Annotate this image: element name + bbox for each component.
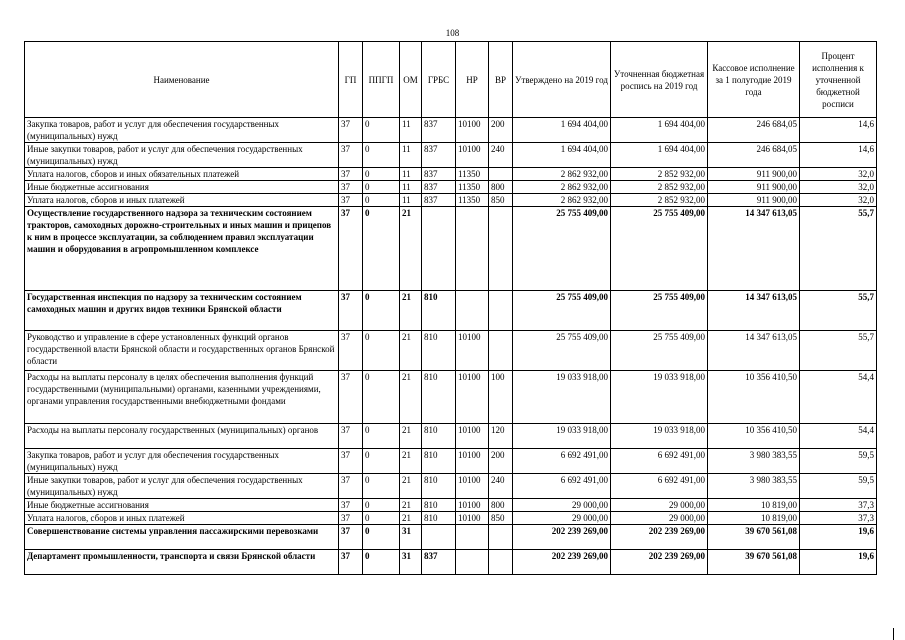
cell-name: Расходы на выплаты персоналу государственных (муниципальных) органов — [25, 424, 339, 449]
cell-approved: 2 862 932,00 — [513, 181, 611, 194]
cell-om: 21 — [400, 207, 422, 291]
table-row — [25, 168, 877, 181]
cell-gp: 37 — [339, 449, 363, 474]
cell-approved: 2 862 932,00 — [513, 168, 611, 181]
cell-np: 10100 — [456, 143, 489, 168]
cell-ppgp: 0 — [363, 331, 400, 371]
cell-grbs: 837 — [422, 194, 456, 207]
cell-name: Департамент промышленности, транспорта и связи Брянской области — [25, 550, 339, 575]
cell-ppgp: 0 — [363, 424, 400, 449]
header-cash: Кассовое исполнение за 1 полугодие 2019 года — [708, 42, 800, 118]
cell-grbs: 810 — [422, 291, 456, 331]
cell-refined: 29 000,00 — [611, 499, 708, 512]
table-row — [25, 449, 877, 474]
cell-approved: 2 862 932,00 — [513, 194, 611, 207]
cell-approved: 1 694 404,00 — [513, 118, 611, 143]
cell-refined: 2 852 932,00 — [611, 194, 708, 207]
cell-np — [456, 550, 489, 575]
cell-approved: 29 000,00 — [513, 499, 611, 512]
cell-percent: 54,4 — [800, 424, 877, 449]
cell-name: Закупка товаров, работ и услуг для обеспечения государственных (муниципальных) нужд — [25, 118, 339, 143]
cell-refined: 1 694 404,00 — [611, 118, 708, 143]
cell-cash: 14 347 613,05 — [708, 291, 800, 331]
cell-percent: 32,0 — [800, 181, 877, 194]
cell-gp: 37 — [339, 424, 363, 449]
table-row — [25, 525, 877, 550]
cell-name: Закупка товаров, работ и услуг для обеспечения государственных (муниципальных) нужд — [25, 449, 339, 474]
cell-np — [456, 207, 489, 291]
cell-name: Руководство и управление в сфере установленных функций органов государственной власти Брянской области и государственных органов Брянской области — [25, 331, 339, 371]
cell-vr — [489, 291, 513, 331]
cell-vr: 240 — [489, 143, 513, 168]
cell-percent: 32,0 — [800, 194, 877, 207]
cell-vr: 850 — [489, 194, 513, 207]
cell-gp: 37 — [339, 331, 363, 371]
cell-refined: 29 000,00 — [611, 512, 708, 525]
cell-vr: 100 — [489, 371, 513, 424]
cell-vr: 200 — [489, 449, 513, 474]
cell-grbs: 810 — [422, 449, 456, 474]
table-body — [25, 118, 877, 575]
cell-grbs: 837 — [422, 168, 456, 181]
table-row — [25, 474, 877, 499]
cell-np: 11350 — [456, 168, 489, 181]
cell-cash: 10 819,00 — [708, 499, 800, 512]
cell-gp: 37 — [339, 181, 363, 194]
cell-ppgp: 0 — [363, 371, 400, 424]
cell-refined: 202 239 269,00 — [611, 525, 708, 550]
cell-refined: 6 692 491,00 — [611, 474, 708, 499]
cell-gp: 37 — [339, 550, 363, 575]
cell-om: 21 — [400, 371, 422, 424]
cell-om: 31 — [400, 525, 422, 550]
cell-om: 21 — [400, 499, 422, 512]
cell-percent: 37,3 — [800, 512, 877, 525]
cell-grbs — [422, 207, 456, 291]
cell-cash: 10 356 410,50 — [708, 424, 800, 449]
cell-grbs: 837 — [422, 118, 456, 143]
header-om: ОМ — [400, 42, 422, 118]
cell-np: 10100 — [456, 512, 489, 525]
cell-gp: 37 — [339, 118, 363, 143]
table-row — [25, 291, 877, 331]
cell-gp: 37 — [339, 194, 363, 207]
cell-cash: 246 684,05 — [708, 143, 800, 168]
cell-np: 11350 — [456, 181, 489, 194]
cell-vr: 200 — [489, 118, 513, 143]
cell-refined: 202 239 269,00 — [611, 550, 708, 575]
cell-refined: 19 033 918,00 — [611, 424, 708, 449]
header-gp: ГП — [339, 42, 363, 118]
cell-np: 10100 — [456, 474, 489, 499]
cell-name: Уплата налогов, сборов и иных платежей — [25, 512, 339, 525]
cell-name: Иные закупки товаров, работ и услуг для обеспечения государственных (муниципальных) нужд — [25, 474, 339, 499]
cell-approved: 1 694 404,00 — [513, 143, 611, 168]
header-ppgp: ППГП — [363, 42, 400, 118]
cell-cash: 39 670 561,08 — [708, 550, 800, 575]
cell-cash: 10 819,00 — [708, 512, 800, 525]
table-row — [25, 512, 877, 525]
cell-np: 10100 — [456, 424, 489, 449]
header-grbs: ГРБС — [422, 42, 456, 118]
cell-approved: 25 755 409,00 — [513, 291, 611, 331]
cell-approved: 25 755 409,00 — [513, 207, 611, 291]
cell-percent: 19,6 — [800, 550, 877, 575]
cell-gp: 37 — [339, 168, 363, 181]
cell-vr: 240 — [489, 474, 513, 499]
cell-approved: 19 033 918,00 — [513, 424, 611, 449]
page-number: 108 — [445, 28, 460, 38]
cell-percent: 14,6 — [800, 118, 877, 143]
table-row — [25, 194, 877, 207]
cell-gp: 37 — [339, 525, 363, 550]
cell-ppgp: 0 — [363, 118, 400, 143]
cell-refined: 6 692 491,00 — [611, 449, 708, 474]
cell-np — [456, 291, 489, 331]
cell-percent: 19,6 — [800, 525, 877, 550]
table-row — [25, 181, 877, 194]
cell-vr: 800 — [489, 181, 513, 194]
cell-approved: 202 239 269,00 — [513, 550, 611, 575]
cell-ppgp: 0 — [363, 525, 400, 550]
cell-grbs: 810 — [422, 424, 456, 449]
cell-ppgp: 0 — [363, 168, 400, 181]
cell-vr — [489, 550, 513, 575]
cell-name: Иные бюджетные ассигнования — [25, 499, 339, 512]
cell-np: 10100 — [456, 331, 489, 371]
cell-name: Уплата налогов, сборов и иных обязательных платежей — [25, 168, 339, 181]
page-edge-mark — [893, 628, 894, 640]
cell-grbs: 837 — [422, 181, 456, 194]
table-row — [25, 143, 877, 168]
cell-percent: 59,5 — [800, 474, 877, 499]
cell-name: Осуществление государственного надзора за техническим состоянием тракторов, самоходных дорожно-строительных и иных машин и прицепов к ним в процессе эксплуатации, за соблюдением правил эксплуатации машин и оборудования в агропромышленном комплексе — [25, 207, 339, 291]
table-row — [25, 371, 877, 424]
cell-grbs: 810 — [422, 474, 456, 499]
table-row — [25, 331, 877, 371]
cell-om: 11 — [400, 181, 422, 194]
cell-name: Уплата налогов, сборов и иных платежей — [25, 194, 339, 207]
header-name: Наименование — [25, 42, 339, 118]
cell-cash: 10 356 410,50 — [708, 371, 800, 424]
cell-refined: 2 852 932,00 — [611, 168, 708, 181]
cell-gp: 37 — [339, 512, 363, 525]
table-row — [25, 118, 877, 143]
cell-vr: 800 — [489, 499, 513, 512]
cell-cash: 3 980 383,55 — [708, 449, 800, 474]
cell-om: 21 — [400, 424, 422, 449]
header-approved: Утверждено на 2019 год — [513, 42, 611, 118]
table-row — [25, 499, 877, 512]
cell-percent: 14,6 — [800, 143, 877, 168]
cell-om: 21 — [400, 449, 422, 474]
cell-refined: 1 694 404,00 — [611, 143, 708, 168]
table-row — [25, 207, 877, 291]
cell-np — [456, 525, 489, 550]
cell-cash: 246 684,05 — [708, 118, 800, 143]
cell-ppgp: 0 — [363, 474, 400, 499]
cell-vr — [489, 525, 513, 550]
cell-approved: 19 033 918,00 — [513, 371, 611, 424]
cell-vr: 850 — [489, 512, 513, 525]
cell-np: 10100 — [456, 118, 489, 143]
cell-approved: 6 692 491,00 — [513, 474, 611, 499]
cell-ppgp: 0 — [363, 181, 400, 194]
cell-gp: 37 — [339, 371, 363, 424]
cell-gp: 37 — [339, 143, 363, 168]
cell-percent: 59,5 — [800, 449, 877, 474]
cell-grbs: 810 — [422, 371, 456, 424]
cell-np: 10100 — [456, 449, 489, 474]
cell-om: 11 — [400, 118, 422, 143]
cell-gp: 37 — [339, 474, 363, 499]
cell-percent: 37,3 — [800, 499, 877, 512]
cell-grbs — [422, 525, 456, 550]
cell-vr — [489, 331, 513, 371]
cell-refined: 25 755 409,00 — [611, 291, 708, 331]
table-row — [25, 424, 877, 449]
cell-gp: 37 — [339, 207, 363, 291]
cell-vr — [489, 207, 513, 291]
cell-gp: 37 — [339, 499, 363, 512]
cell-percent: 55,7 — [800, 207, 877, 291]
cell-name: Совершенствование системы управления пассажирскими перевозками — [25, 525, 339, 550]
cell-approved: 202 239 269,00 — [513, 525, 611, 550]
cell-name: Иные бюджетные ассигнования — [25, 181, 339, 194]
cell-ppgp: 0 — [363, 194, 400, 207]
cell-name: Государственная инспекция по надзору за техническим состоянием самоходных машин и других видов техники Брянской области — [25, 291, 339, 331]
cell-om: 21 — [400, 512, 422, 525]
cell-om: 21 — [400, 291, 422, 331]
header-np: НР — [456, 42, 489, 118]
cell-refined: 19 033 918,00 — [611, 371, 708, 424]
cell-cash: 39 670 561,08 — [708, 525, 800, 550]
header-percent: Процент исполнения к уточненной бюджетной росписи — [800, 42, 877, 118]
cell-refined: 25 755 409,00 — [611, 331, 708, 371]
cell-grbs: 810 — [422, 512, 456, 525]
cell-approved: 25 755 409,00 — [513, 331, 611, 371]
cell-name: Иные закупки товаров, работ и услуг для обеспечения государственных (муниципальных) нужд — [25, 143, 339, 168]
cell-np: 10100 — [456, 371, 489, 424]
cell-cash: 14 347 613,05 — [708, 331, 800, 371]
cell-cash: 911 900,00 — [708, 181, 800, 194]
cell-ppgp: 0 — [363, 512, 400, 525]
cell-np: 10100 — [456, 499, 489, 512]
cell-approved: 6 692 491,00 — [513, 449, 611, 474]
cell-percent: 54,4 — [800, 371, 877, 424]
cell-cash: 3 980 383,55 — [708, 474, 800, 499]
table-row — [25, 550, 877, 575]
cell-ppgp: 0 — [363, 143, 400, 168]
cell-np: 11350 — [456, 194, 489, 207]
cell-om: 11 — [400, 143, 422, 168]
cell-grbs: 837 — [422, 143, 456, 168]
cell-ppgp: 0 — [363, 550, 400, 575]
cell-cash: 911 900,00 — [708, 194, 800, 207]
cell-cash: 911 900,00 — [708, 168, 800, 181]
cell-cash: 14 347 613,05 — [708, 207, 800, 291]
cell-grbs: 837 — [422, 550, 456, 575]
cell-om: 11 — [400, 168, 422, 181]
header-vr: ВР — [489, 42, 513, 118]
cell-refined: 2 852 932,00 — [611, 181, 708, 194]
cell-om: 21 — [400, 474, 422, 499]
header-row — [25, 42, 877, 118]
cell-om: 11 — [400, 194, 422, 207]
cell-om: 31 — [400, 550, 422, 575]
cell-ppgp: 0 — [363, 207, 400, 291]
budget-table — [24, 41, 877, 575]
cell-om: 21 — [400, 331, 422, 371]
cell-vr: 120 — [489, 424, 513, 449]
cell-refined: 25 755 409,00 — [611, 207, 708, 291]
cell-percent: 32,0 — [800, 168, 877, 181]
cell-grbs: 810 — [422, 331, 456, 371]
cell-gp: 37 — [339, 291, 363, 331]
cell-percent: 55,7 — [800, 331, 877, 371]
cell-grbs: 810 — [422, 499, 456, 512]
cell-name: Расходы на выплаты персоналу в целях обеспечения выполнения функций государственными (муниципальными) органами, казенными учреждениями, органами управления государственными внебюджетными фондами — [25, 371, 339, 424]
cell-percent: 55,7 — [800, 291, 877, 331]
header-refined: Уточненная бюджетная роспись на 2019 год — [611, 42, 708, 118]
cell-ppgp: 0 — [363, 291, 400, 331]
cell-approved: 29 000,00 — [513, 512, 611, 525]
cell-vr — [489, 168, 513, 181]
cell-ppgp: 0 — [363, 449, 400, 474]
cell-ppgp: 0 — [363, 499, 400, 512]
